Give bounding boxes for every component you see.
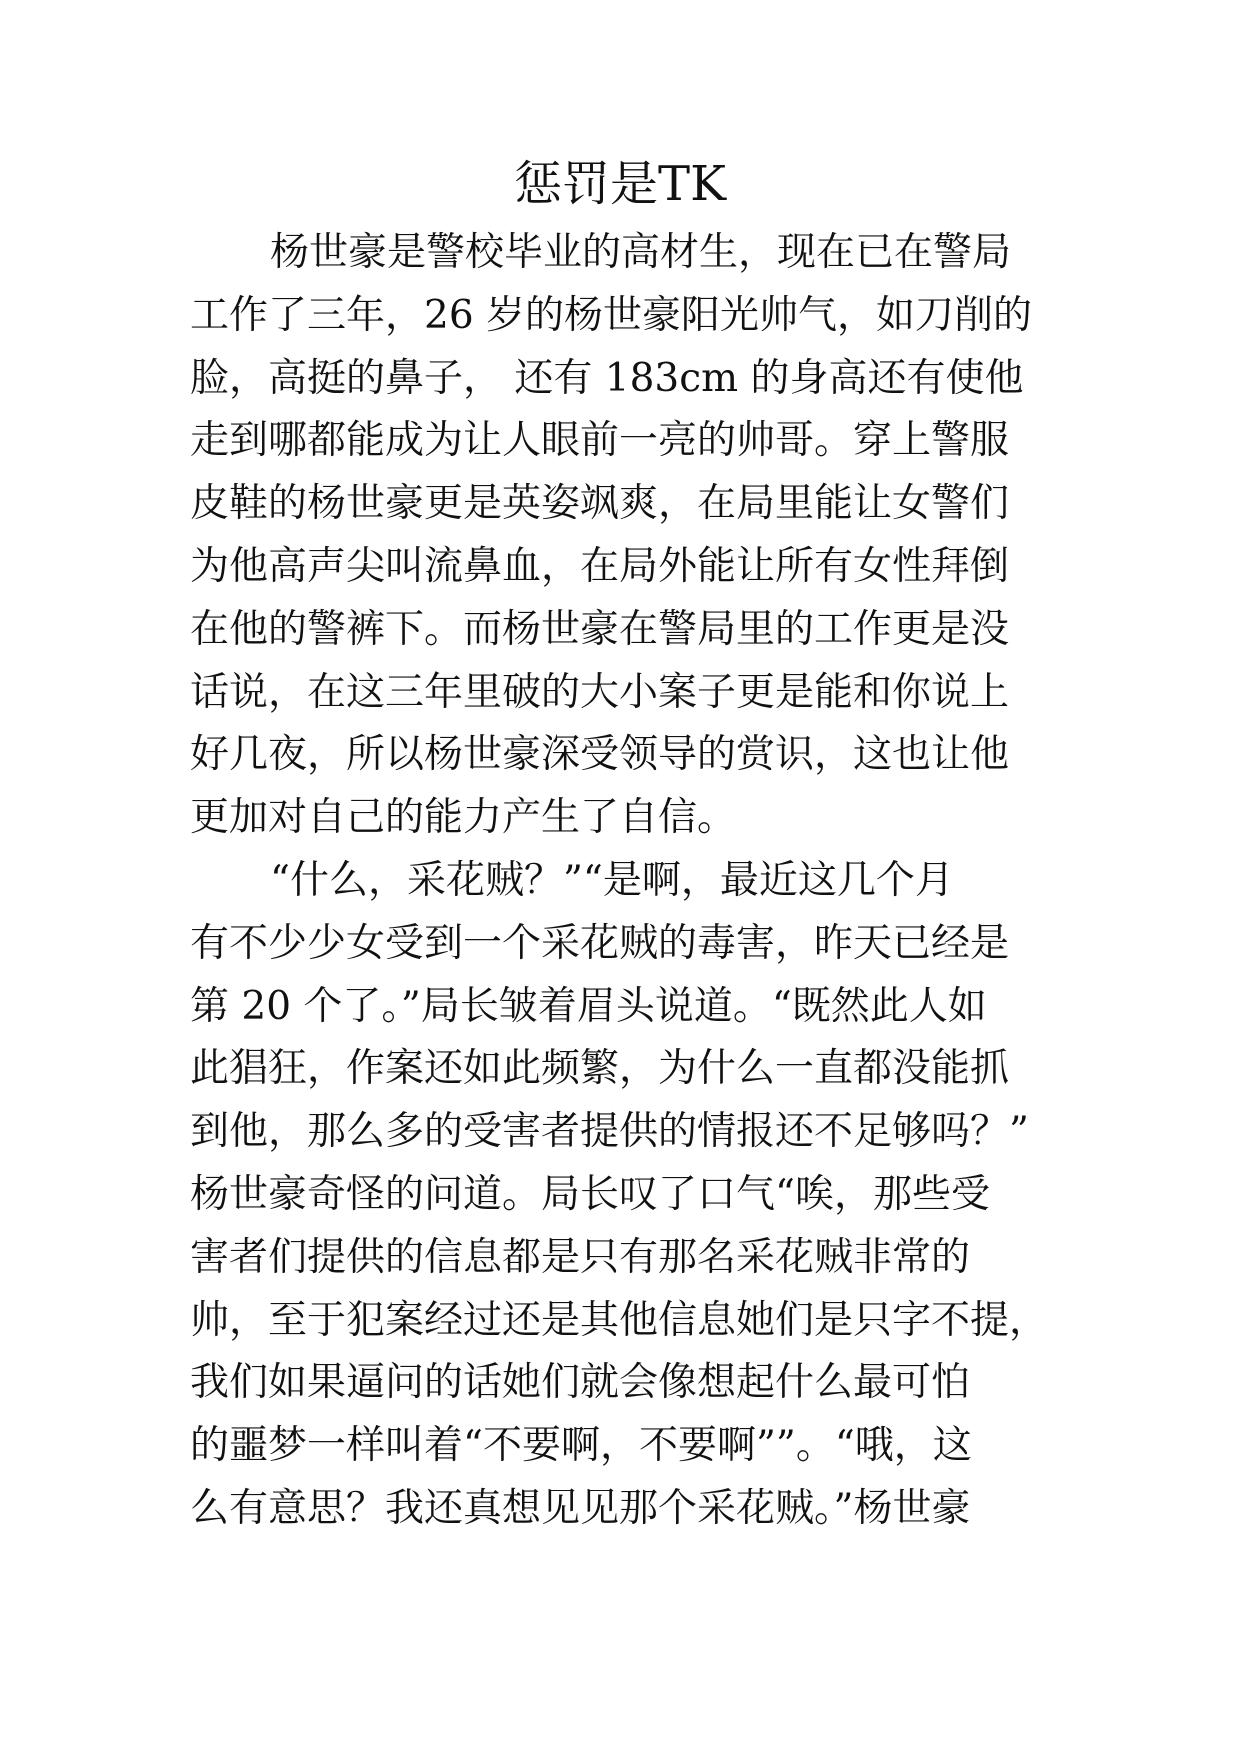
paragraph-line: 工作了三年，26 岁的杨世豪阳光帅气，如刀削的 bbox=[190, 292, 1033, 338]
paragraph-line: 么有意思？我还真想见见那个采花贼。”杨世豪 bbox=[190, 1485, 971, 1531]
paragraph-line: 好几夜，所以杨世豪深受领导的赏识，这也让他 bbox=[190, 732, 1010, 778]
paragraph-line: 在他的警裤下。而杨世豪在警局里的工作更是没 bbox=[190, 606, 1010, 652]
paragraph-line: 皮鞋的杨世豪更是英姿飒爽，在局里能让女警们 bbox=[190, 481, 1010, 527]
document-title: 惩罚是TK bbox=[514, 156, 726, 212]
document-body bbox=[190, 222, 1070, 1541]
paragraph-line: 到他，那么多的受害者提供的情报还不足够吗？” bbox=[190, 1109, 1029, 1155]
paragraph-line: 害者们提供的信息都是只有那名采花贼非常的 bbox=[190, 1234, 971, 1280]
paragraph-line: 第 20 个了。”局长皱着眉头说道。“既然此人如 bbox=[190, 983, 987, 1029]
paragraph-line: 为他高声尖叫流鼻血，在局外能让所有女性拜倒 bbox=[190, 543, 1010, 589]
paragraph-line: 我们如果逼问的话她们就会像想起什么最可怕 bbox=[190, 1360, 971, 1406]
paragraph-line: 的噩梦一样叫着“不要啊，不要啊””。“哦，这 bbox=[190, 1423, 972, 1469]
paragraph-line: 帅，至于犯案经过还是其他信息她们是只字不提， bbox=[190, 1297, 1049, 1343]
paragraph-line: 杨世豪奇怪的问道。局长叹了口气“唉，那些受 bbox=[190, 1171, 990, 1217]
paragraph-line: 脸，高挺的鼻子， 还有 183cm 的身高还有使他 bbox=[190, 355, 1024, 401]
paragraph-line: 有不少少女受到一个采花贼的毒害，昨天已经是 bbox=[190, 920, 1010, 966]
paragraph-line: 话说，在这三年里破的大小案子更是能和你说上 bbox=[190, 669, 1010, 715]
paragraph-line: 此猖狂，作案还如此频繁，为什么一直都没能抓 bbox=[190, 1046, 1010, 1092]
paragraph-line: 走到哪都能成为让人眼前一亮的帅哥。穿上警服 bbox=[190, 418, 1010, 464]
paragraph-line: “什么，采花贼？”“是啊，最近这几个月 bbox=[270, 857, 954, 903]
paragraph-line: 杨世豪是警校毕业的高材生，现在已在警局 bbox=[270, 230, 1012, 275]
paragraph-line: 更加对自己的能力产生了自信。 bbox=[190, 795, 737, 841]
